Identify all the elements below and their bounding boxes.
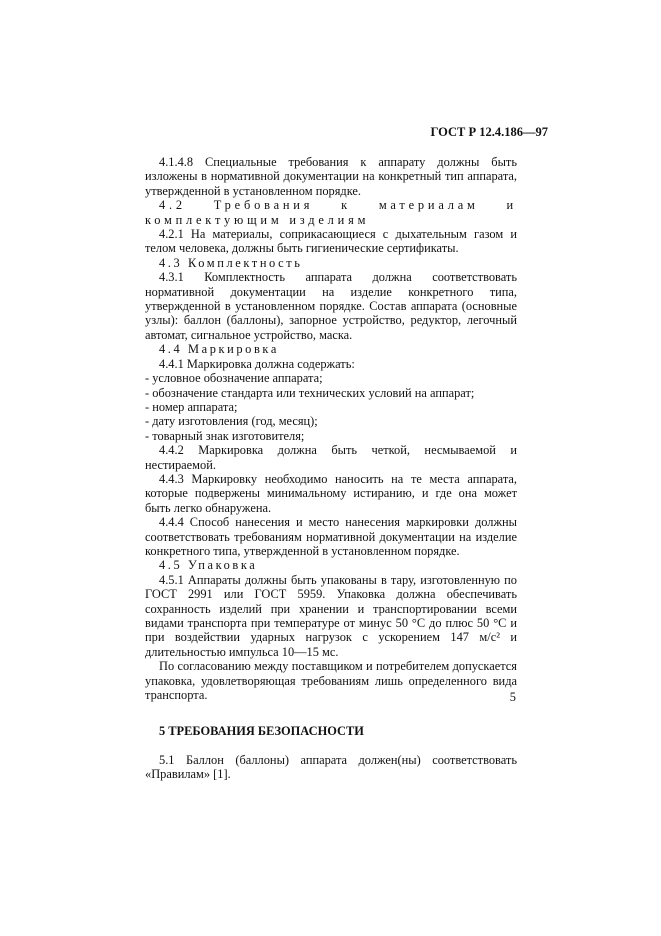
paragraph-4-3-1: 4.3.1 Комплектность аппарата должна соответствовать нормативной документации на изделие конкретного типа, утвержденной в установленном порядке. Состав аппарата (основные узлы): баллон (баллоны), запорное устройство, редуктор, легочный автомат, сигнальное устройство, маска. (145, 270, 517, 342)
paragraph-4-2-1: 4.2.1 На материалы, соприкасающиеся с дыхательным газом и телом человека, должны быть гигиенические сертификаты. (145, 227, 517, 256)
paragraph-4-5-1: 4.5.1 Аппараты должны быть упакованы в тару, изготовленную по ГОСТ 2991 или ГОСТ 5959. Упаковка должна обеспечивать сохранность изделий при хранении и транспортировании всеми видами транспорта при температуре от минус 50 °С до плюс 50 °С и при воздействии ударных нагрузок с ускорением 147 м/с² и длительностью импульса 10—15 мс. (145, 572, 517, 659)
page-number: 5 (509, 690, 516, 704)
paragraph-4-1-4-8: 4.1.4.8 Специальные требования к аппарату должны быть изложены в нормативной документации на конкретный тип аппарата, утвержденной в установленном порядке. (145, 155, 517, 198)
paragraph-4-4-3: 4.4.3 Маркировку необходимо наносить на те места аппарата, которые подвержены минимальному истиранию, и где она может быть легко обнаружена. (145, 471, 517, 515)
section-5-title: 5 ТРЕБОВАНИЯ БЕЗОПАСНОСТИ (159, 724, 364, 739)
subsection-4-5-title: 4.5 Упаковка (159, 558, 258, 573)
subsection-4-4-title: 4.4 Маркировка (159, 342, 279, 357)
list-item: - товарный знак изготовителя; (145, 428, 305, 443)
paragraph-5-1: 5.1 Баллон (баллоны) аппарата должен(ны) соответствовать «Правилам» [1]. (145, 752, 517, 782)
subsection-4-3-title: 4.3 Комплектность (159, 255, 303, 270)
list-item: - дату изготовления (год, месяц); (145, 414, 318, 429)
list-item: - условное обозначение аппарата; (145, 371, 323, 386)
paragraph-4-4-2: 4.4.2 Маркировка должна быть четкой, несмываемой и нестираемой. (145, 443, 517, 472)
subsection-4-2-title: 4.2 Требования к материалам и комплектующим изделиям (145, 198, 517, 227)
paragraph-4-4-4: 4.4.4 Способ нанесения и место нанесения маркировки должны соответствовать требованиям нормативной документации на изделие конкретного типа, утвержденной в установленном порядке. (145, 515, 517, 558)
paragraph-4-4-1: 4.4.1 Маркировка должна содержать: (159, 356, 355, 371)
page-content (145, 155, 517, 782)
standard-header: ГОСТ Р 12.4.186—97 (430, 125, 548, 139)
list-item: - номер аппарата; (145, 399, 238, 414)
paragraph-agreement: По согласованию между поставщиком и потребителем допускается упаковка, удовлетворяющая требованиям лишь определенного вида транспорта. (145, 659, 517, 703)
list-item: - обозначение стандарта или технических условий на аппарат; (145, 385, 475, 400)
